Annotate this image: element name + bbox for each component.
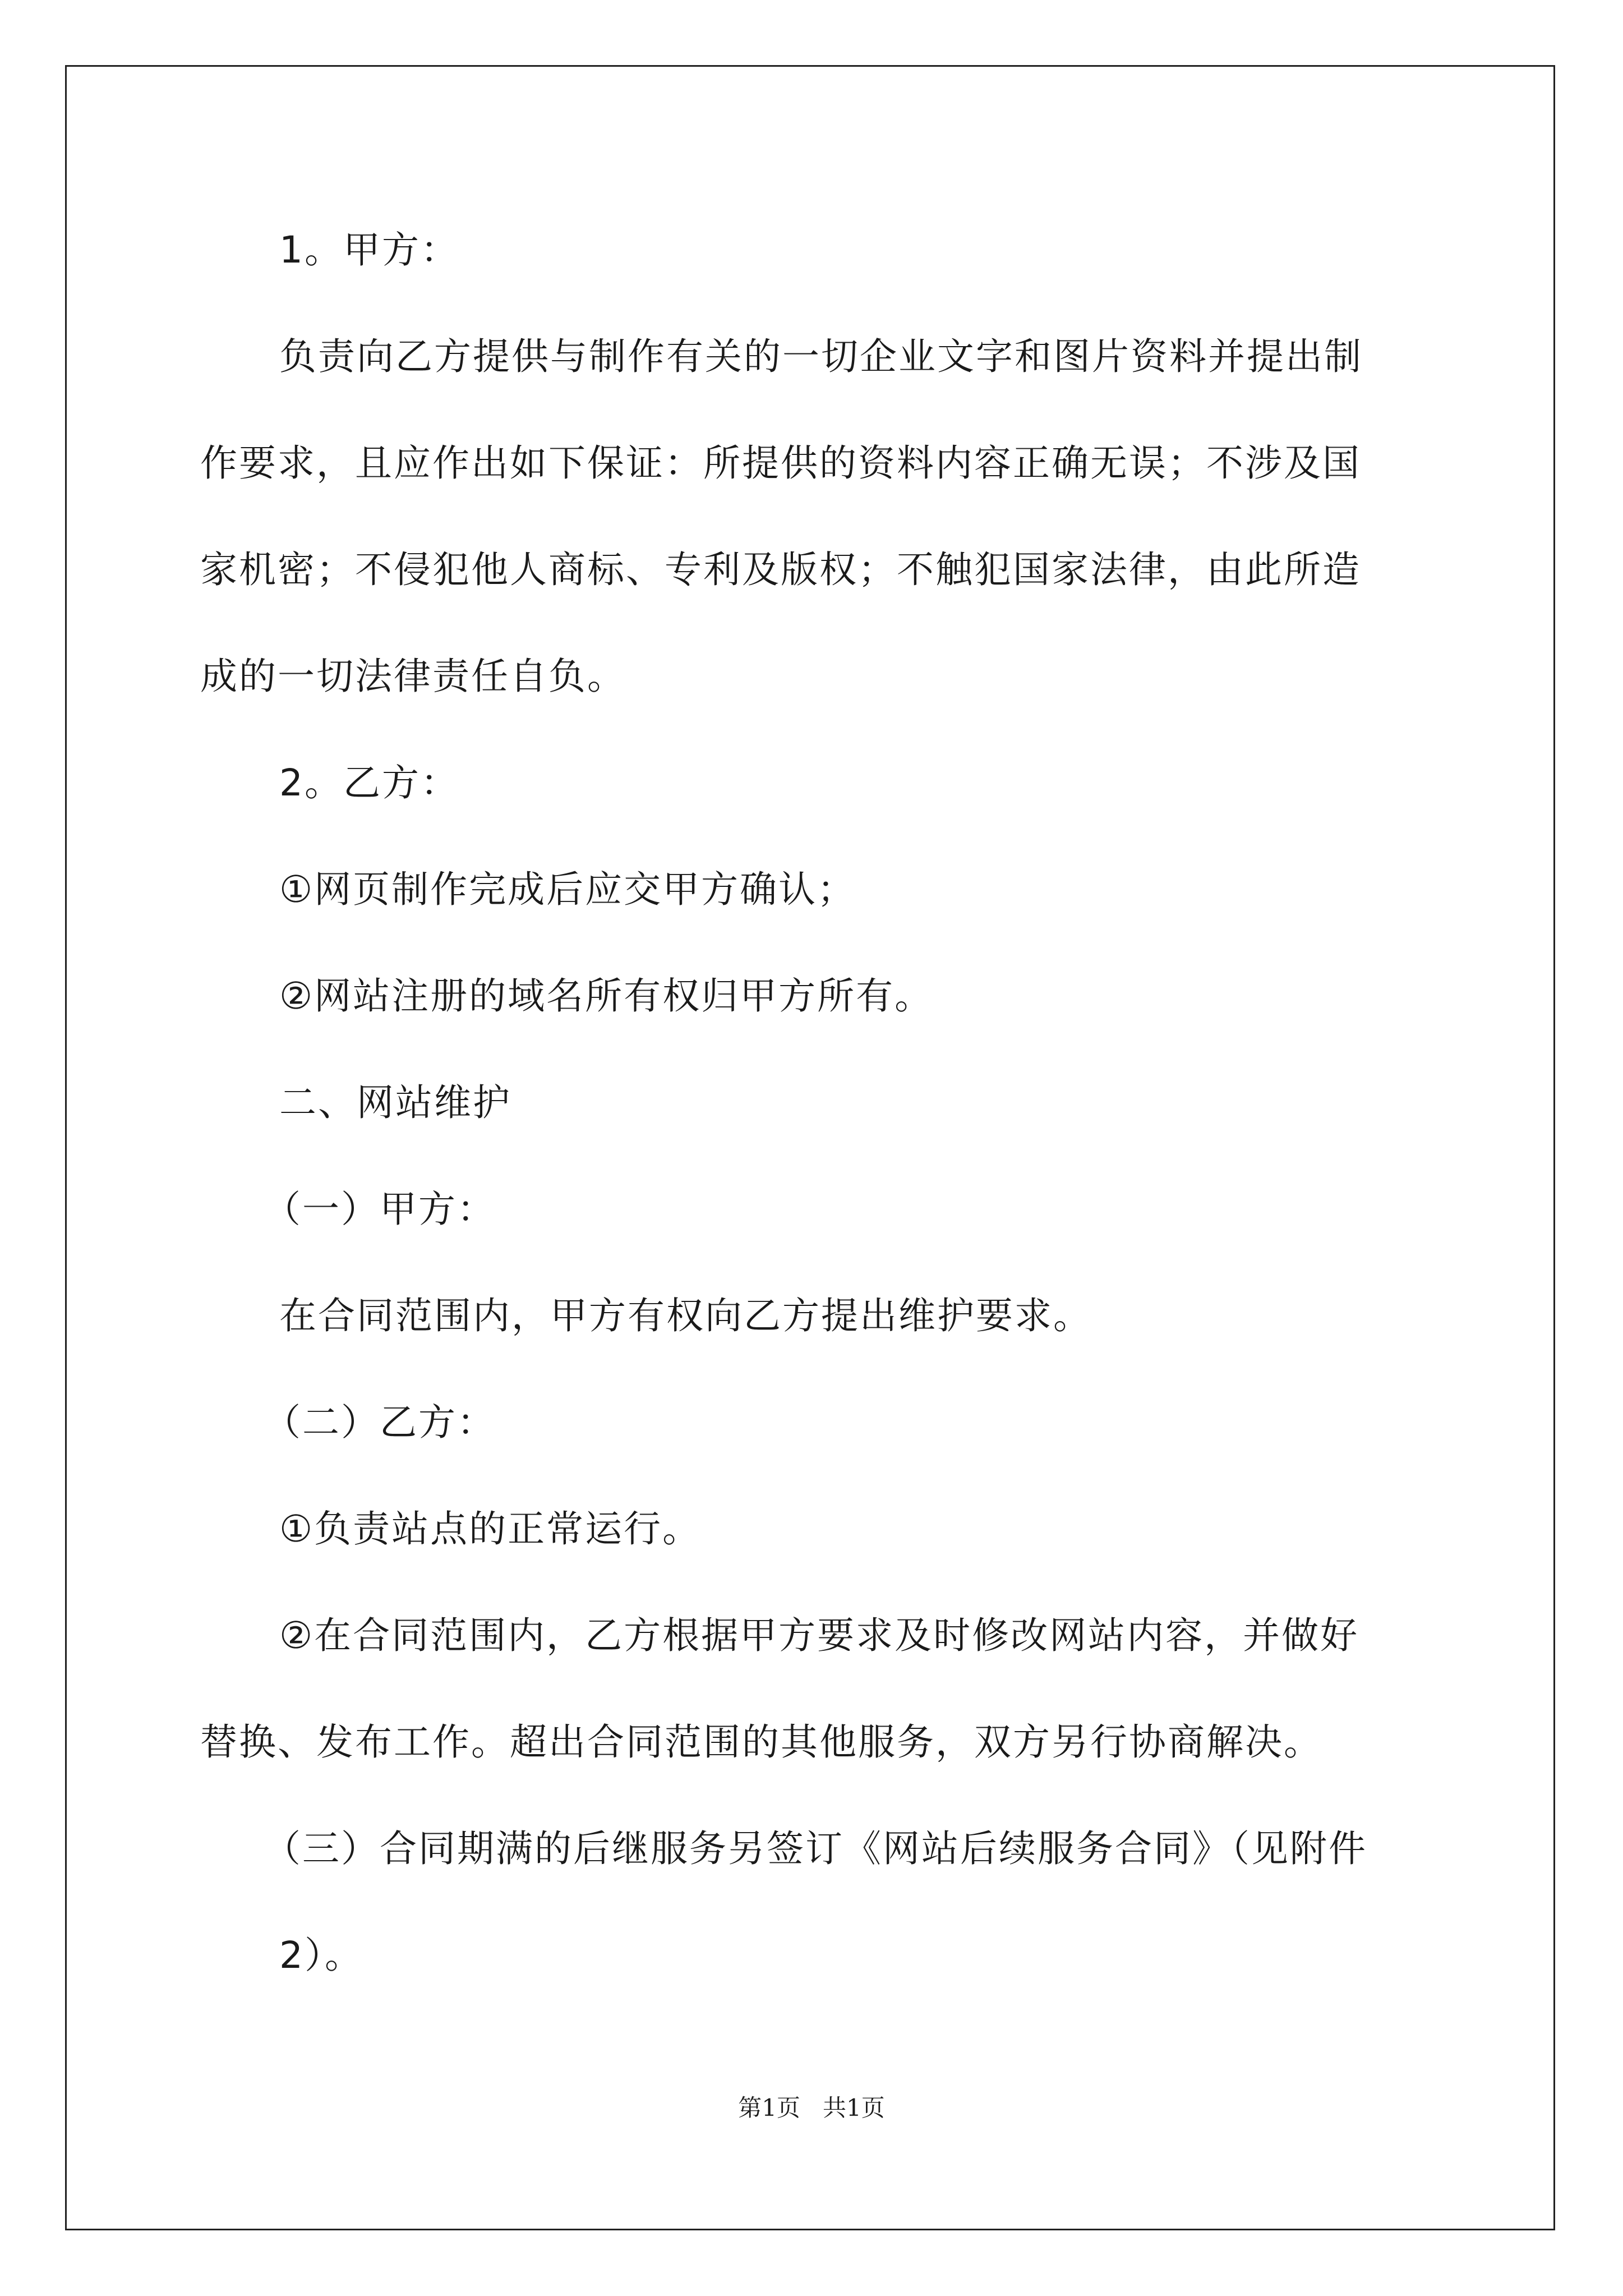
list-item: ②在合同范围内，乙方根据甲方要求及时修改网站内容，并做好	[279, 1614, 1359, 1657]
section-heading-party-a: 1。甲方：	[279, 228, 459, 272]
paragraph-line: 替换、发布工作。超出合同范围的其他服务，双方另行协商解决。	[200, 1720, 1322, 1764]
paragraph-line: （三）合同期满的后继服务另签订《网站后续服务合同》（见附件	[264, 1827, 1367, 1870]
page-border	[65, 65, 1555, 2230]
subsection-heading: （二）乙方：	[264, 1401, 496, 1444]
section-heading-maintenance: 二、网站维护	[279, 1081, 511, 1124]
paragraph-line: 负责向乙方提供与制作有关的一切企业文字和图片资料并提出制	[279, 335, 1363, 378]
section-heading-party-b: 2。乙方：	[279, 761, 459, 804]
list-item: ①负责站点的正常运行。	[279, 1507, 702, 1550]
paragraph-line: 作要求，且应作出如下保证：所提供的资料内容正确无误；不涉及国	[200, 441, 1361, 485]
paragraph-line: 成的一切法律责任自负。	[200, 655, 626, 698]
paragraph-line: 2）。	[279, 1934, 363, 1977]
list-item: ②网站注册的域名所有权归甲方所有。	[279, 974, 934, 1018]
subsection-heading: （一）甲方：	[264, 1188, 496, 1231]
list-item: ①网页制作完成后应交甲方确认；	[279, 868, 856, 911]
page-footer: 第1页 共1页	[738, 2094, 885, 2122]
paragraph-line: 家机密；不侵犯他人商标、专利及版权；不触犯国家法律，由此所造	[200, 548, 1361, 591]
paragraph-line: 在合同范围内，甲方有权向乙方提出维护要求。	[279, 1294, 1092, 1337]
